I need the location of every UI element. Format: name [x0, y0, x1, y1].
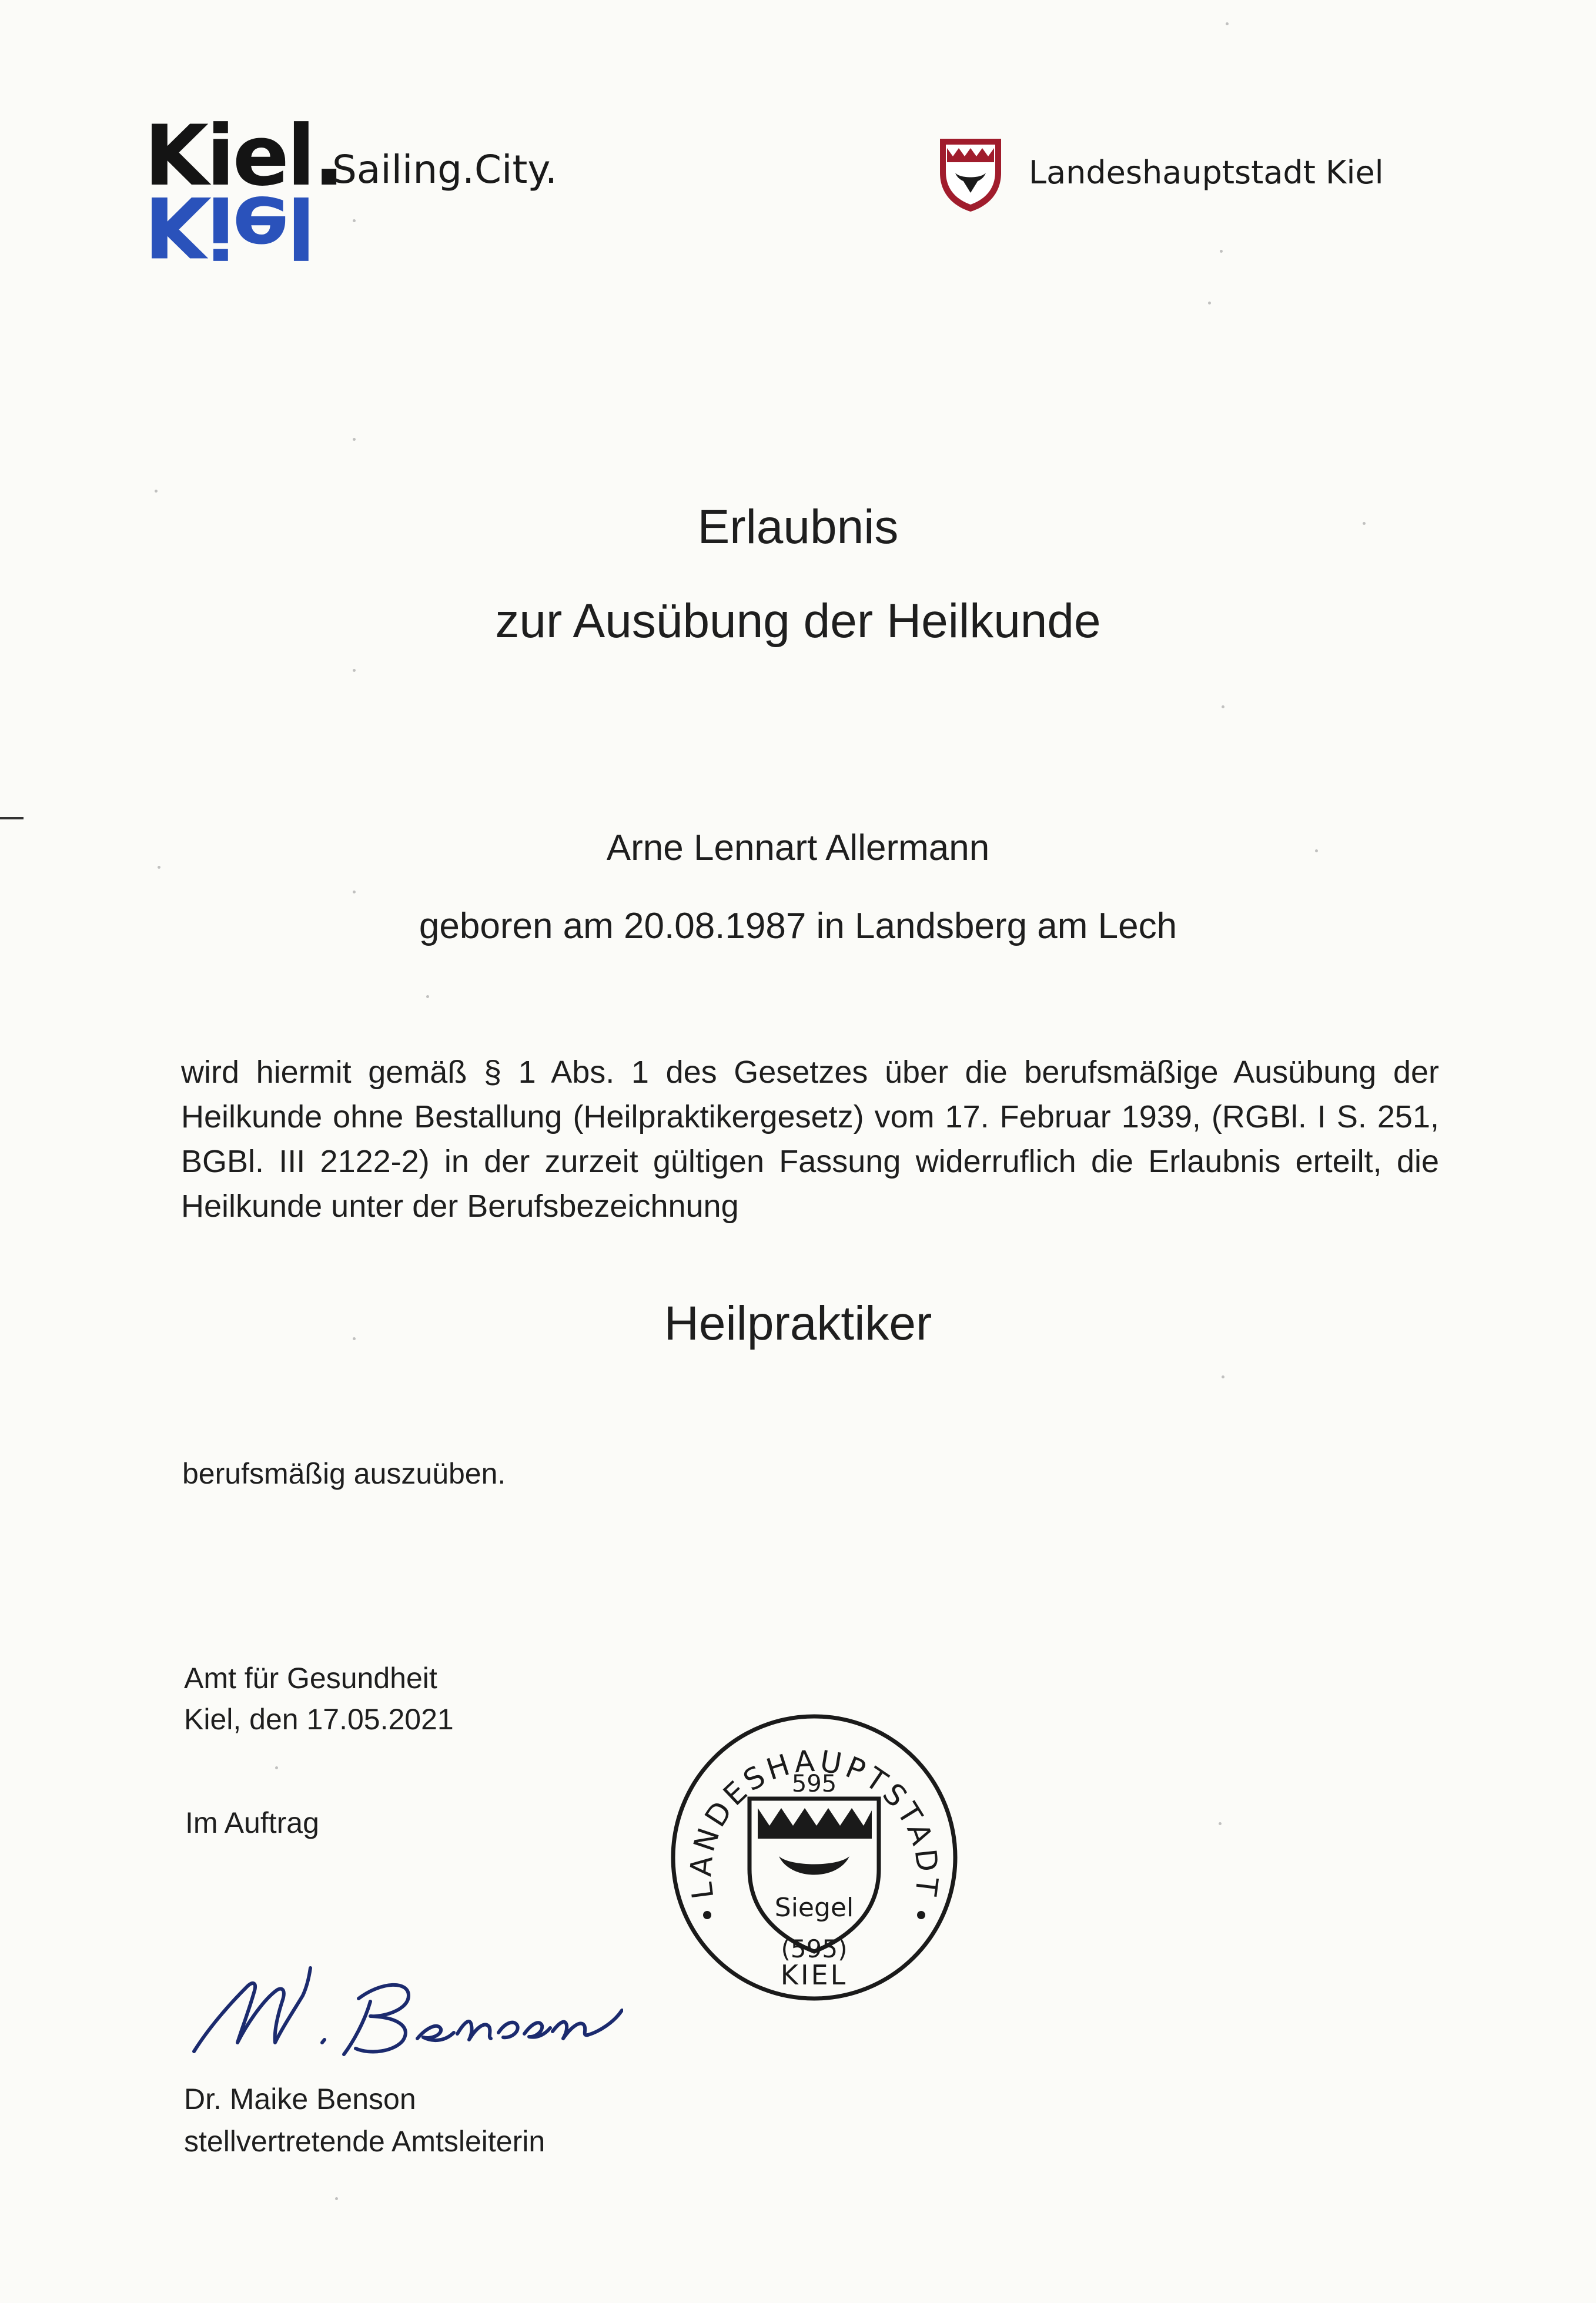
profession-title: Heilpraktiker [664, 1297, 932, 1350]
issuing-office-block [184, 1658, 454, 1740]
scan-speck [426, 995, 429, 998]
scan-speck [1222, 1375, 1224, 1378]
signer-name: Dr. Maike Benson [184, 2083, 416, 2115]
seal-inner-text: Siegel [774, 1893, 854, 1923]
scan-speck [1208, 302, 1211, 304]
seal-ring-text: LANDESHAUPTSTADT [684, 1743, 945, 1902]
authority-header [938, 136, 1408, 213]
recipient-birth-line: geboren am 20.08.1987 in Landsberg am Lech [419, 906, 1177, 946]
issuing-office: Amt für Gesundheit [184, 1662, 437, 1695]
document-title: Erlaubnis [697, 500, 899, 554]
scan-speck [275, 1766, 278, 1769]
scan-speck [353, 438, 356, 441]
on-behalf-note: Im Auftrag [185, 1806, 319, 1839]
kiel-crest-icon [938, 136, 1003, 213]
scan-speck [335, 2197, 338, 2200]
scan-speck [1226, 22, 1229, 25]
document-subtitle: zur Ausübung der Heilkunde [495, 594, 1101, 648]
place-and-date: Kiel, den 17.05.2021 [184, 1703, 454, 1736]
handwritten-signature [176, 1940, 623, 2075]
official-seal-stamp [661, 1705, 967, 2010]
signer-role: stellvertretende Amtsleiterin [184, 2125, 546, 2158]
scan-speck [155, 490, 158, 493]
logo-kiel-mirror-word: Kiel [144, 178, 313, 275]
signer-block [184, 2078, 545, 2163]
logo-kiel-word: Kiel. [144, 108, 343, 205]
permission-paragraph: wird hiermit gemäß § 1 Abs. 1 des Gesetzes über die berufsmäßige Ausübung der Heilkunde ohne Bestallung (Heilpraktikergesetz) vom 17. Februar 1939, (RGBl. I S. 251, BGBl. III 2122-2) in der zurzeit gültigen Fassung widerruflich die Erlaubnis erteilt, die Heilkunde unter der Berufsbezeichnung [181, 1055, 1439, 1224]
scan-speck [353, 669, 356, 672]
authority-name: Landeshauptstadt Kiel [1029, 154, 1384, 191]
closing-line: berufsmäßig auszuüben. [182, 1457, 506, 1490]
seal-bottom-number: (595) [781, 1934, 848, 1963]
scan-edge-mark [0, 817, 24, 819]
seal-bottom-city: KIEL [780, 1959, 848, 1991]
scan-speck [1219, 1822, 1222, 1825]
scan-speck [1222, 705, 1224, 708]
seal-number: 595 [791, 1770, 837, 1797]
recipient-name: Arne Lennart Allermann [606, 828, 990, 868]
kiel-sailing-city-logo [144, 108, 567, 275]
scan-speck [353, 891, 356, 893]
logo-tagline: Sailing.City. [332, 147, 557, 192]
scan-speck [1220, 250, 1223, 253]
